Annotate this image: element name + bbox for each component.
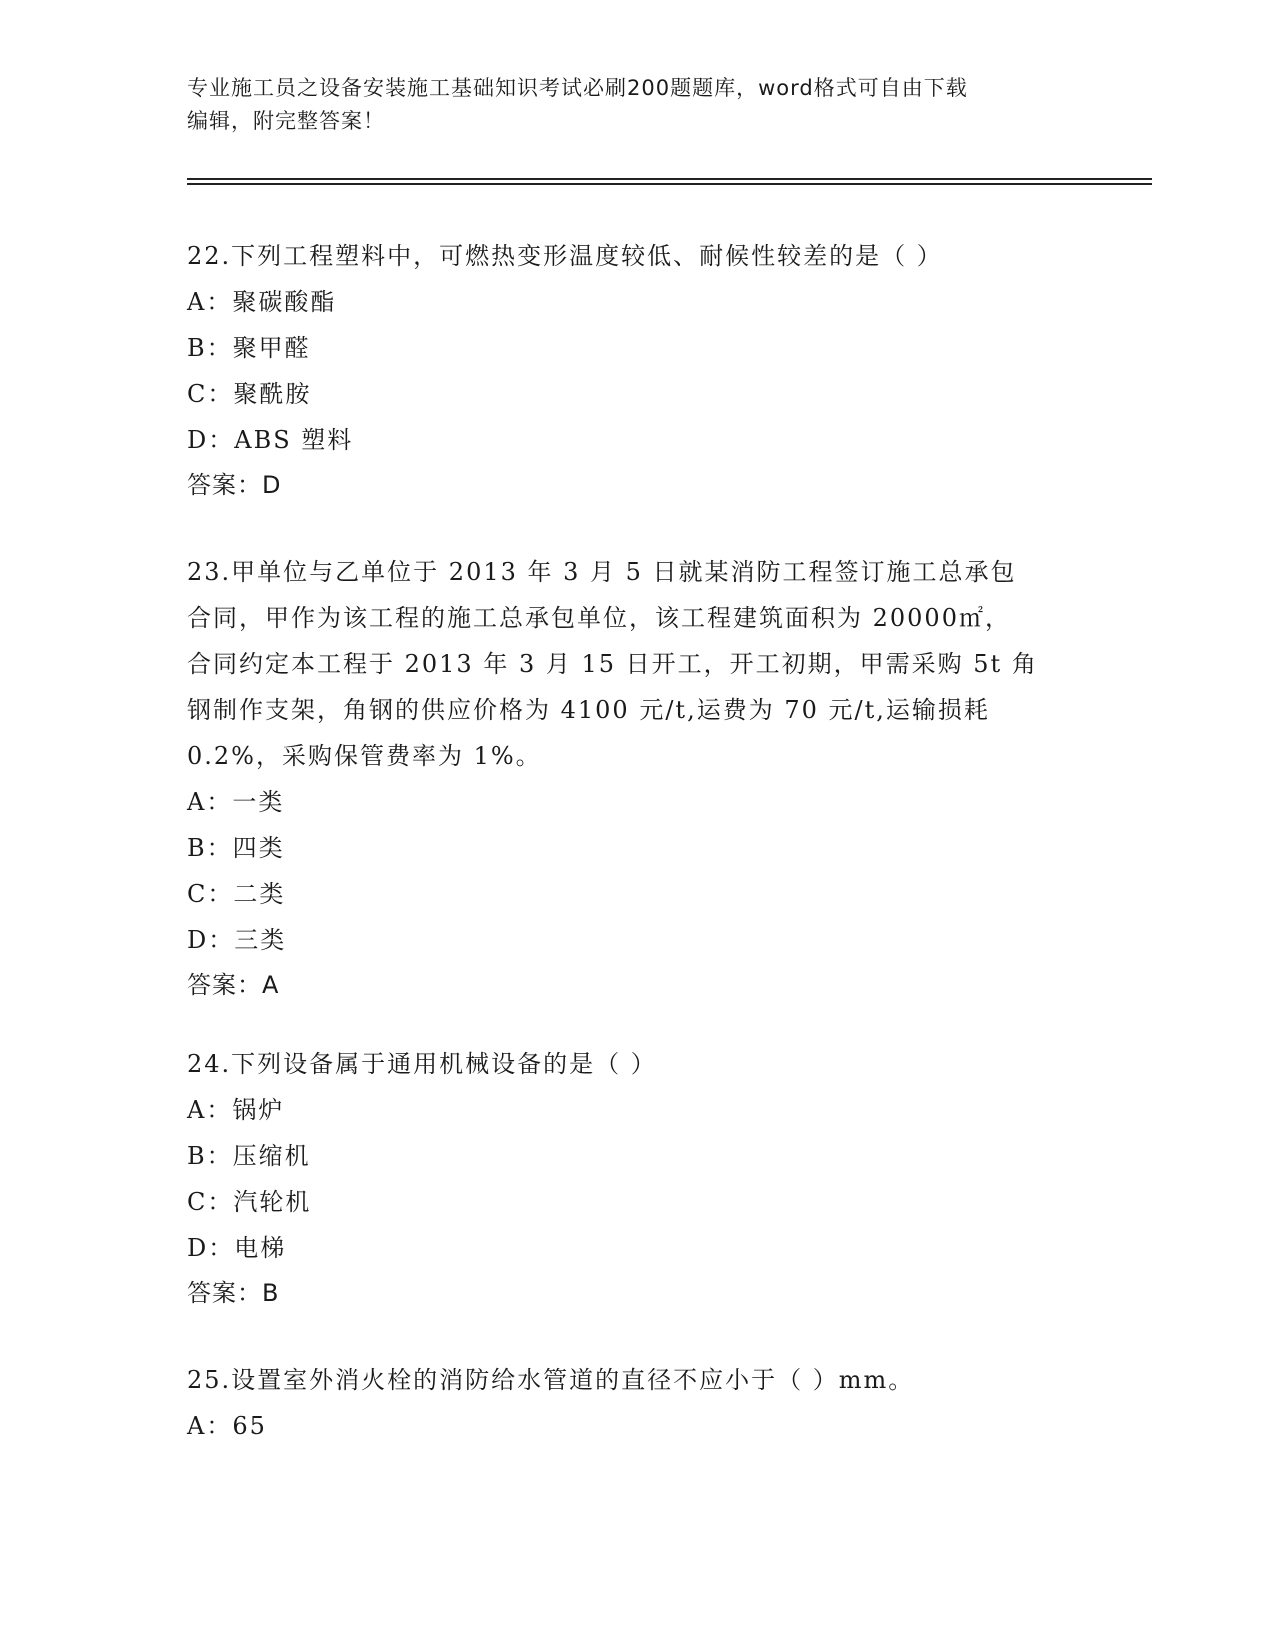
option-b: B：聚甲醛 <box>187 334 311 362</box>
answer-line: 答案：D <box>187 471 282 499</box>
option-b: B：压缩机 <box>187 1142 311 1170</box>
question-stem-line: 22.下列工程塑料中，可燃热变形温度较低、耐候性较差的是（ ） <box>187 242 943 270</box>
question-stem-line: 0.2%，采购保管费率为 1%。 <box>187 742 542 770</box>
option-d: D：电梯 <box>187 1234 287 1262</box>
header-divider-top <box>187 178 1152 180</box>
question-list <box>187 233 1087 1449</box>
option-d: D：ABS 塑料 <box>187 426 354 454</box>
option-c: C：二类 <box>187 880 286 908</box>
question-25 <box>187 1357 1087 1449</box>
option-b: B：四类 <box>187 834 285 862</box>
question-stem-line: 24.下列设备属于通用机械设备的是（ ） <box>187 1050 657 1078</box>
question-stem-line: 25.设置室外消火栓的消防给水管道的直径不应小于（ ）mm。 <box>187 1366 915 1394</box>
option-a: A：一类 <box>187 788 285 816</box>
question-stem-line: 合同，甲作为该工程的施工总承包单位，该工程建筑面积为 20000㎡， <box>187 604 1011 632</box>
header-line-2: 编辑，附完整答案！ <box>187 109 385 133</box>
answer-line: 答案：A <box>187 971 280 999</box>
header-divider-bottom <box>187 183 1152 185</box>
question-stem-line: 钢制作支架，角钢的供应价格为 4100 元/t,运费为 70 元/t,运输损耗 <box>187 696 990 724</box>
question-23 <box>187 549 1087 1007</box>
option-c: C：聚酰胺 <box>187 380 312 408</box>
answer-line: 答案：B <box>187 1279 280 1307</box>
option-c: C：汽轮机 <box>187 1188 312 1216</box>
option-a: A：聚碳酸酯 <box>187 288 337 316</box>
question-stem-line: 23.甲单位与乙单位于 2013 年 3 月 5 日就某消防工程签订施工总承包 <box>187 558 1017 586</box>
question-22 <box>187 233 1087 507</box>
option-d: D：三类 <box>187 926 287 954</box>
document-header <box>187 72 1087 138</box>
option-a: A：锅炉 <box>187 1096 285 1124</box>
question-stem-line: 合同约定本工程于 2013 年 3 月 15 日开工，开工初期，甲需采购 5t 角 <box>187 650 1038 678</box>
question-24 <box>187 1041 1087 1315</box>
option-a: A：65 <box>187 1412 267 1440</box>
header-line-1: 专业施工员之设备安装施工基础知识考试必刷200题题库，word格式可自由下载 <box>187 76 968 100</box>
